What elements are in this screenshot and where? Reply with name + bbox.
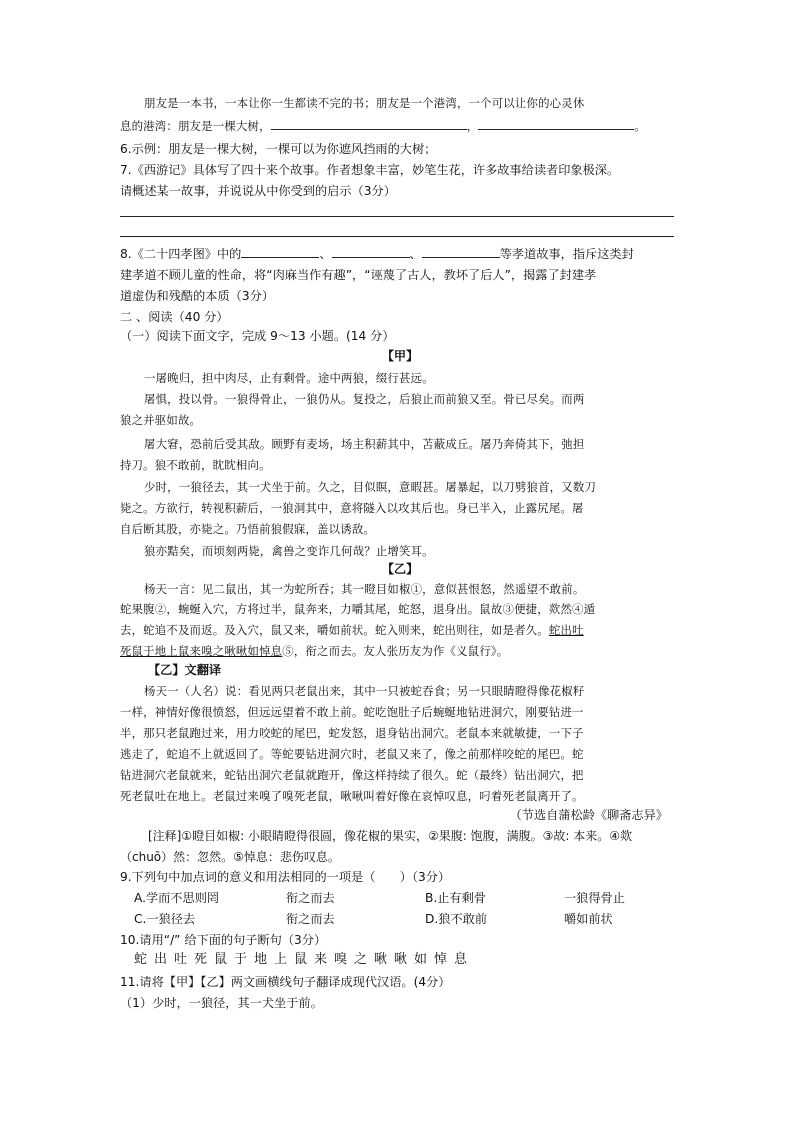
translation-line3: 半，那只老鼠跑过来，用力咬蛇的尾巴，蛇发怒，退身钻出洞穴。老鼠本来就敏捷，一下子	[120, 726, 584, 740]
jia-p1: 一屠晚归，担中肉尽，止有剩骨。途中两狼，缀行甚远。	[144, 371, 434, 385]
yi-line3-text: 去，蛇追不及而返。及入穴，鼠又来，嚼如前状。蛇入则来，蛇出则往，如是者久。	[120, 623, 549, 637]
translation-line5: 钻进洞穴老鼠就来，蛇钻出洞穴老鼠就跑开，像这样持续了很久。蛇（最终）钻出洞穴，把	[120, 768, 584, 782]
yi-line4	[120, 642, 680, 660]
q9-option-b[interactable]: B.止有剩骨	[425, 891, 486, 905]
translation-heading: 【乙】文翻译	[148, 663, 222, 677]
jia-p4b: 毙之。方欲行，转视积薪后，一狼洞其中，意将隧入以攻其后也。身已半入，止露尻尾。屠	[120, 501, 584, 515]
q9-option-c-pair: 衔之而去	[286, 912, 335, 926]
q9-options-row1	[134, 889, 694, 907]
q9-option-a-pair: 衔之而去	[286, 891, 335, 905]
q8-prefix: 8.《二十四孝图》中的	[120, 247, 242, 261]
q11-stem: 11.请将【甲】【乙】两文画横线句子翻译成现代汉语。(4分）	[120, 975, 451, 989]
jia-p3a: 屠大窘，恐前后受其敌。顾野有麦场，场主积薪其中，苫蔽成丘。屠乃奔倚其下，弛担	[144, 437, 585, 451]
q6-example: 6.示例：朋友是一棵大树，一棵可以为你遮风挡雨的大树；	[120, 142, 437, 156]
q5-line2-prefix: 息的港湾：朋友是一棵大树，	[120, 119, 271, 133]
source-note: （节选自蒲松龄《聊斋志异》	[509, 808, 668, 822]
translation-line2: 一样，神情好像很愤怒，但远远望着不敢上前。蛇吃饱肚子后蜿蜒地钻进洞穴，刚要钻进一	[120, 705, 584, 719]
translation-line4: 逃走了，蛇追不上就返回了。等蛇要钻进洞穴时，老鼠又来了，像之前那样咬蛇的尾巴。蛇	[120, 747, 584, 761]
q7-line1: 7.《西游记》具体写了四十来个故事。作者想象丰富，妙笔生花，许多故事给读者印象极深。	[120, 163, 620, 177]
q10-stem: 10.请用“/” 给下面的句子断句（3分）	[120, 933, 327, 947]
q5-blank-2[interactable]	[478, 117, 634, 130]
q9-options-row2	[134, 910, 694, 928]
q9-option-c[interactable]: C.一狼径去	[134, 912, 196, 926]
yi-line1: 杨天一言：见二鼠出，其一为蛇所吞；其一瞪目如椒①，意似甚恨怒，然遥望不敢前。	[144, 582, 585, 596]
q10-sentence[interactable]: 蛇出吐死鼠于地上鼠来嗅之啾啾如悼息	[134, 952, 475, 967]
q5-line1: 朋友是一本书，一本让你一生都读不完的书；朋友是一个港湾，一个可以让你的心灵休	[144, 96, 585, 110]
q9-option-d[interactable]: D.狼不敢前	[425, 912, 488, 926]
yi-line2: 蛇果腹②，蜿蜒入穴，方将过半，鼠奔来，力嚼其尾，蛇怒，退身出。鼠故③便捷，欻然④遁	[120, 602, 596, 616]
q5-line2-end: 。	[634, 119, 646, 133]
annotations-line2: （chuō）然：忽然。⑤悼息：悲伤叹息。	[120, 850, 340, 864]
q11-item-1: （1）少时，一狼径，其一犬坐于前。	[120, 996, 323, 1010]
q9-option-d-pair: 嚼如前状	[564, 912, 613, 926]
jia-p2b: 狼之并驱如故。	[120, 413, 202, 427]
q9-option-b-pair: 一狼得骨止	[564, 891, 625, 905]
q7-answer-line-2[interactable]	[120, 236, 674, 237]
yi-line3	[120, 621, 680, 639]
jia-p5: 狼亦黠矣，而顷刻两毙，禽兽之变诈几何哉？止增笑耳。	[144, 544, 434, 558]
jia-heading: 【甲】	[381, 349, 419, 363]
jia-p2a: 屠惧，投以骨。一狼得骨止，一狼仍从。复投之，后狼止而前狼又至。骨已尽矣。而两	[144, 392, 585, 406]
section-2-title: 二 、阅读（40 分）	[120, 310, 229, 324]
q9-option-a[interactable]: A.学而不思则罔	[134, 891, 220, 905]
q9-stem: 9.下列句中加点词的意义和用法相同的一项是（ ）（3分）	[120, 870, 451, 884]
q8-line1	[120, 245, 680, 263]
jia-p3b: 持刀。狼不敢前，眈眈相向。	[120, 458, 271, 472]
q8-blank-2[interactable]	[332, 245, 410, 258]
q8-blank-1[interactable]	[241, 245, 319, 258]
yi-line4-rest: ⑤，衔之而去。友人张历友为作《义鼠行》。	[282, 644, 509, 658]
yi-underlined-start: 蛇出吐	[548, 623, 584, 637]
jia-p4a: 少时，一狼径去，其一犬坐于前。久之，目似瞑，意暇甚。屠暴起，以刀劈狼首，又数刀	[144, 480, 597, 494]
q5-line2	[120, 117, 680, 135]
yi-underlined-sentence: 死鼠于地上鼠来嗅之啾啾如悼息	[120, 644, 283, 658]
q5-blank-1[interactable]	[271, 117, 467, 130]
q8-line3: 道虚伪和残酷的本质（3分）	[120, 289, 275, 303]
translation-line6: 死老鼠吐在地上。老鼠过来嗅了嗅死老鼠，啾啾叫着好像在哀悼叹息，叼着死老鼠离开了。	[120, 789, 584, 803]
q8-sep1: 、	[319, 247, 332, 261]
jia-p4c: 自后断其股，亦毙之。乃悟前狼假寐，盖以诱敌。	[120, 522, 375, 536]
translation-line1: 杨天一（人名）说：看见两只老鼠出来，其中一只被蛇吞食；另一只眼睛瞪得像花椒籽	[144, 684, 585, 698]
part-1-instruction: （一）阅读下面文字，完成 9～13 小题。(14 分）	[120, 329, 395, 343]
q8-blank-3[interactable]	[422, 245, 500, 258]
q7-answer-line-1[interactable]	[120, 216, 674, 217]
q8-sep2: 、	[409, 247, 422, 261]
q8-line2: 建孝道不顾儿童的性命，将“肉麻当作有趣”，“诬蔑了古人，教坏了后人”，揭露了封建孝	[120, 268, 597, 282]
q8-suffix: 等孝道故事，指斥这类封	[499, 247, 634, 261]
q7-line2: 请概述某一故事，并说说从中你受到的启示（3分）	[120, 184, 396, 198]
annotations-line1: [注释]①瞪目如椒: 小眼睛瞪得很圆，像花椒的果实，②果腹: 饱腹，满腹。③故: 本来。④欻	[148, 829, 632, 843]
yi-heading: 【乙】	[381, 562, 419, 576]
q5-line2-sep: ，	[466, 119, 479, 133]
